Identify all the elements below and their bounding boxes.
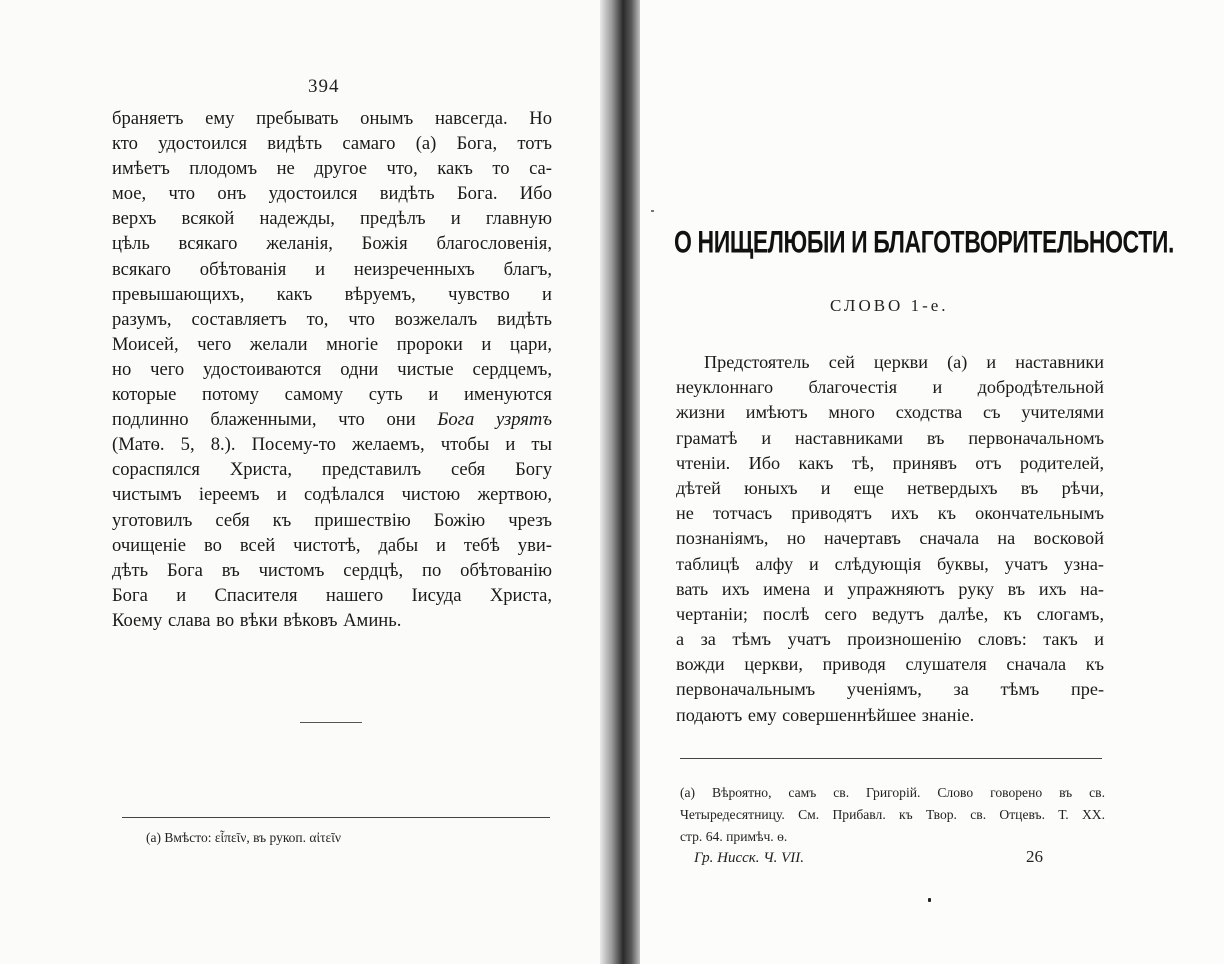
text-line: (Матѳ. 5, 8.). Посему-то желаемъ, чтобы и ты (112, 434, 552, 456)
text-line: не тотчасъ приводятъ ихъ къ окончательнымъ (676, 503, 1104, 524)
footnote (680, 782, 1105, 848)
text-line: превышающихъ, какъ вѣруемъ, чувство и (112, 283, 552, 305)
chapter-subtitle: СЛОВО 1-е. (830, 296, 949, 315)
text-line: вать ихъ имена и упражняютъ руку въ ихъ на- (676, 578, 1104, 599)
left-body-text (112, 106, 552, 633)
text-line: кто удостоился видѣть самаго (а) Бога, тотъ (112, 133, 552, 155)
footnote-line: (а) Вѣроятно, самъ св. Григорій. Слово говорено въ св. (680, 785, 1105, 800)
book-gutter (600, 0, 642, 964)
text-line: неуклоннаго благочестія и добродѣтельной (676, 377, 1104, 398)
text-line: очищеніе во всей чистотѣ, дабы и тебѣ уви- (112, 534, 552, 556)
italic-citation: Бога узрятъ (437, 409, 553, 431)
section-separator (300, 722, 362, 723)
text-line: чистымъ іереемъ и содѣлался чистою жертвою, (112, 484, 552, 506)
footnote-rule (680, 758, 1102, 759)
text-line: но чего удостоиваются одни чистые сердцемъ, (112, 358, 552, 380)
text-line: дѣть Бога въ чистомъ сердцѣ, по обѣтованію (112, 559, 552, 581)
text-line: цѣль всякаго желанія, Божія благословенія, (112, 233, 552, 255)
page-number: 394 (308, 76, 340, 97)
sheet-number: 26 (1026, 847, 1043, 866)
text-line: сораспялся Христа, представилъ себя Богу (112, 459, 552, 481)
text-line: познаніямъ, но начертавъ сначала на восковой (676, 528, 1104, 549)
text-line: таблицѣ алфу и слѣдующія буквы, учатъ узна- (676, 553, 1104, 574)
right-body-text (676, 350, 1104, 728)
text-line: имѣетъ плодомъ не другое что, какъ то са- (112, 158, 552, 180)
text-line: граматѣ и наставниками въ первоначальномъ (676, 427, 1104, 448)
text-line: чертаніи; послѣ сего ведутъ далѣе, къ слогамъ, (676, 603, 1104, 624)
text-line: которые потому самому суть и именуются (112, 384, 552, 406)
text-line: уготовилъ себя къ пришествію Божію чрезъ (112, 509, 552, 531)
text-line: Бога и Спасителя нашего Іисуда Христа, (112, 584, 552, 606)
footnote-line: Четыредесятницу. См. Прибавл. къ Твор. св. Отцевъ. Т. XX. (680, 807, 1105, 822)
text-line: всякаго обѣтованія и неизреченныхъ благъ, (112, 258, 552, 280)
footnote: (а) Вмѣсто: εἶπεῖν, въ рукоп. αἰτεῖν (146, 830, 341, 845)
text-line: дѣтей юныхъ и еще нетвердыхъ въ рѣчи, (676, 477, 1104, 498)
text-line: верхъ всякой надежды, предѣлъ и главную (112, 208, 552, 230)
print-speck (928, 898, 931, 902)
left-page (0, 0, 608, 964)
text-line: Предстоятель сей церкви (а) и наставники (704, 352, 1104, 372)
text-line: подаютъ ему совершеннѣйшее знаніе. (676, 704, 975, 725)
chapter-title: О НИЩЕЛЮБІИ И БЛАГОТВОРИТЕЛЬНОСТИ. (674, 224, 1174, 260)
footnote-line: стр. 64. примѣч. ѳ. (680, 829, 788, 844)
text-line: чтеніи. Ибо какъ тѣ, принявъ отъ родителей, (676, 452, 1104, 473)
text-line: жизни имѣютъ много сходства съ учителями (676, 402, 1104, 423)
signature-mark: Гр. Нисск. Ч. VII. (694, 850, 805, 866)
text-line-with-citation (112, 407, 552, 432)
footnote-rule (122, 817, 550, 818)
text-line: а за тѣмъ учатъ произношенію словъ: такъ и (676, 629, 1104, 650)
text-line: Моисей, чего желали многіе пророки и цари, (112, 333, 552, 355)
print-speck (651, 210, 654, 212)
text-line: разумъ, составляетъ то, что возжелалъ видѣть (112, 308, 552, 330)
text-line: мое, что онъ удостоился видѣть Бога. Ибо (112, 183, 552, 205)
text-line: Коему слава во вѣки вѣковъ Аминь. (112, 609, 402, 631)
text-line: браняетъ ему пребывать онымъ навсегда. Но (112, 108, 552, 129)
text-line: вожди церкви, приводя слушателя сначала къ (676, 654, 1104, 675)
text-line: первоначальнымъ ученіямъ, за тѣмъ пре- (676, 679, 1104, 700)
text-segment: подлинно блаженными, что они (112, 409, 438, 431)
